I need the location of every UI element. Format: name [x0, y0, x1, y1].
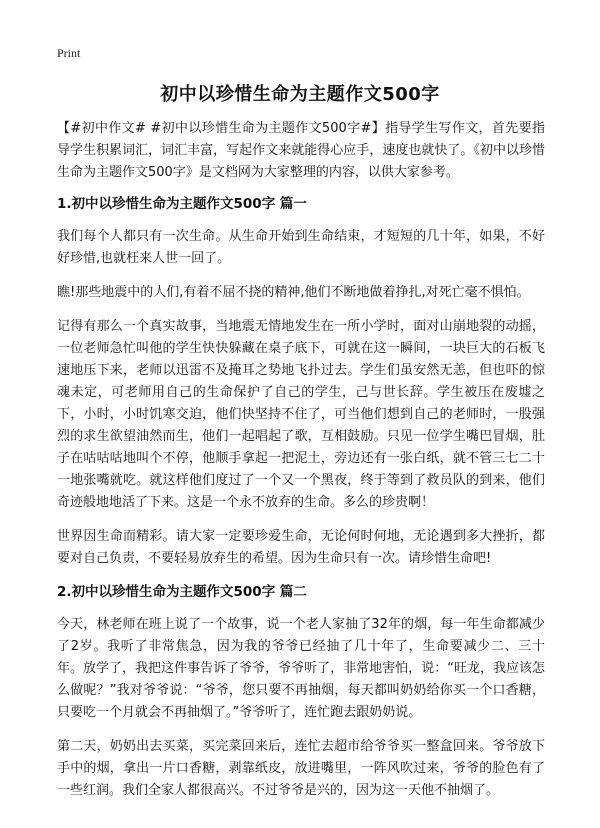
section-heading-1: 1.初中以珍惜生命为主题作文500字 篇一: [57, 196, 307, 212]
print-label[interactable]: Print: [57, 46, 81, 60]
page-title: 初中以珍惜生命为主题作文500字: [160, 84, 440, 105]
paragraph: 第二天，奶奶出去买菜，买完菜回来后，连忙去超市给爷爷买一整盒回来。爷爷放下手中的烟，拿出一片口香糖，剥靠纸皮，放进嘴里，一阵风吹过来，爷爷的脸色有了一些红润。我们全家人都很高兴。不过爷爷是兴的，因为这一天他不抽烟了。: [57, 739, 545, 798]
paragraph: 瞧!那些地震中的人们,有着不屈不挠的精神,他们不断地做着挣扎,对死亡毫不惧怕。: [57, 285, 530, 300]
paragraph: 记得有那么一个真实故事，当地震无情地发生在一所小学时，面对山崩地裂的动摇，一位老师急忙叫他的学生快快躲藏在桌子底下，可就在这一瞬间，一块巨大的石板飞速地压下来，老师以迅雷不及掩耳之势地飞扑过去。学生们虽安然无恙，但也吓的惊魂未定，可老师用自己的生命保护了自己的学生，己与世长辞。学生被压在废墟之下，小时，小时饥寒交迫，他们快坚持不住了，可当他们想到自己的老师时，一股强烈的求生欲望油然而生，他们一起唱起了歌，互相鼓励。只见一位学生嘴巴冒烟，肚子在咕咕咕地叫个不停，他顺手拿起一把泥土，旁边还有一张白纸，就不管三七二十一地张嘴就吃。就这样他们度过了一个又一个黑夜，终于等到了救员队的到来，他们奇迹般地地活了下来。这是一个永不放弃的生命。多么的珍贵啊！: [57, 319, 545, 510]
paragraph: 世界因生命而精彩。请大家一定要珍爱生命，无论何时何地，无论遇到多大挫折，都要对自己负责，不要轻易放弃生的希望。因为生命只有一次。请珍惜生命吧!: [57, 529, 545, 566]
paragraph: 我们每个人都只有一次生命。从生命开始到生命结束，才短短的几十年，如果，不好好珍惜,也就枉来人世一回了。: [57, 229, 545, 266]
intro-paragraph: 【#初中作文# #初中以珍惜生命为主题作文500字#】指导学生写作文，首先要指导学生积累词汇，词汇丰富，写起作文来就能得心应手，速度也就快了。《初中以珍惜生命为主题作文500字》是文档网为大家整理的内容，以供大家参考。: [57, 121, 545, 180]
paragraph: 今天，林老师在班上说了一个故事，说一个老人家抽了32年的烟，每一年生命都减少了2岁。我听了非常焦急，因为我的爷爷已经抽了几十年了，生命要减少二、三十年。放学了，我把这件事告诉了爷爷，爷爷听了，非常地害怕，说：“旺龙，我应该怎么做呢？”我对爷爷说：“爷爷，您只要不再抽烟，每天都叫奶奶给你买一个口香糖，只要吃一个月就会不再抽烟了。”爷爷听了，连忙跑去跟奶奶说。: [57, 617, 545, 720]
article-body: [57, 118, 545, 814]
section-heading-2: 2.初中以珍惜生命为主题作文500字 篇二: [57, 584, 307, 600]
